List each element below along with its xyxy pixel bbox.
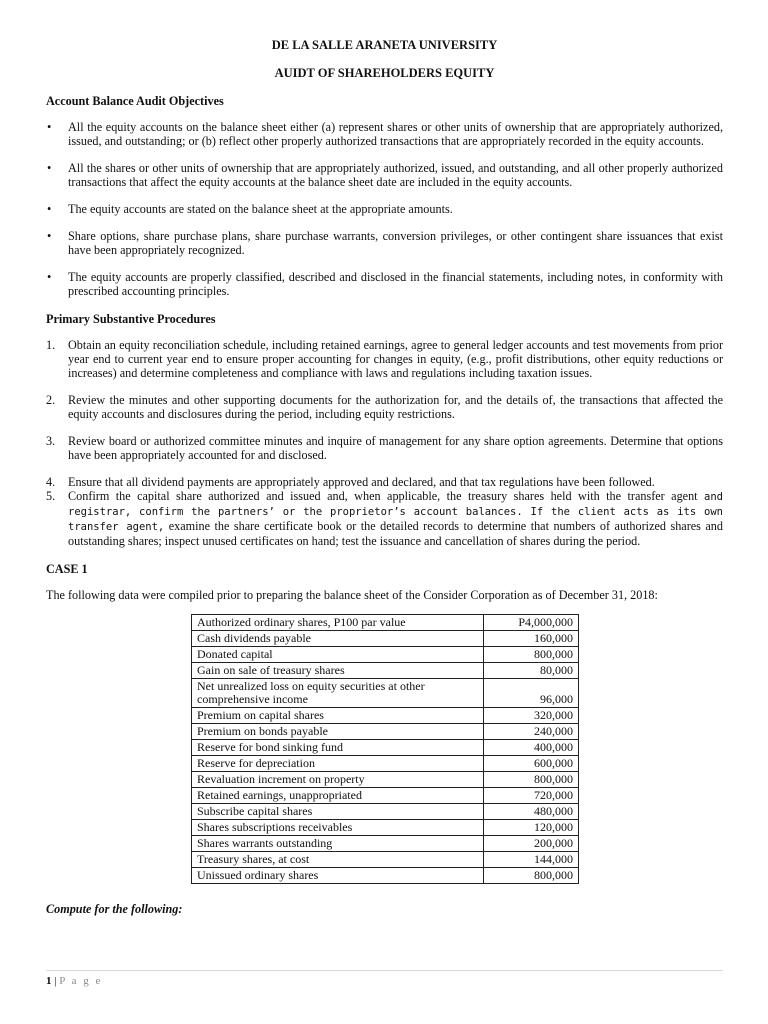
account-amount: 480,000 [483,804,578,820]
procedure-text-mixed-font: and registrar, confirm the partners’ or the proprietor’s account balances. If the client acts as its own transfer agent, [68,491,723,533]
account-amount: 600,000 [483,756,578,772]
account-amount: 120,000 [483,820,578,836]
table-row [192,647,579,663]
bullet-icon: • [47,229,52,243]
table-row [192,788,579,804]
item-number: 4. [46,475,56,489]
account-label: Premium on bonds payable [192,724,484,740]
account-label: Shares subscriptions receivables [192,820,484,836]
document-page [46,38,723,928]
objectives-heading: Account Balance Audit Objectives [46,94,224,108]
account-amount: 96,000 [483,679,578,708]
account-amount: 160,000 [483,631,578,647]
table-row [192,756,579,772]
account-amount: 720,000 [483,788,578,804]
list-item [46,202,723,216]
procedure-text: Ensure that all dividend payments are appropriately approved and declared, and that tax regulations have been followed. [68,475,655,489]
table-row [192,836,579,852]
table-row [192,708,579,724]
procedures-heading: Primary Substantive Procedures [46,312,216,326]
account-amount: 320,000 [483,708,578,724]
list-item [46,270,723,298]
account-label: Unissued ordinary shares [192,868,484,884]
table-row [192,772,579,788]
account-amount: 80,000 [483,663,578,679]
item-number: 3. [46,434,56,448]
bullet-icon: • [47,161,52,175]
item-number: 5. [46,489,56,503]
account-label: Revaluation increment on property [192,772,484,788]
objectives-list [46,120,723,298]
procedures-list [46,338,723,548]
list-item [46,434,723,462]
list-item [46,161,723,189]
page-separator: | [51,975,60,987]
table-row [192,724,579,740]
account-amount: 240,000 [483,724,578,740]
case-intro: The following data were compiled prior to preparing the balance sheet of the Consider Corporation as of December 31, 2018: [46,588,658,602]
page-footer [46,970,723,988]
account-label: Premium on capital shares [192,708,484,724]
case-data-table [191,614,579,884]
list-item [46,338,723,380]
procedure-text: Review board or authorized committee minutes and inquire of management for any share option agreements. Determine that options have been appropriately accounted for and disclosed. [68,434,723,462]
objective-text: The equity accounts are properly classified, described and disclosed in the financial statements, including notes, in conformity with prescribed accounting principles. [68,270,723,298]
page-number: 1 [46,975,52,987]
table-row [192,804,579,820]
account-label: Subscribe capital shares [192,804,484,820]
account-label: Treasury shares, at cost [192,852,484,868]
account-label: Retained earnings, unappropriated [192,788,484,804]
table-row [192,740,579,756]
bullet-icon: • [47,202,52,216]
document-subtitle: AUIDT OF SHAREHOLDERS EQUITY [274,66,495,80]
university-title: DE LA SALLE ARANETA UNIVERSITY [271,38,498,52]
account-label: Cash dividends payable [192,631,484,647]
table-row [192,631,579,647]
page-word: P a g e [59,975,103,987]
procedure-text: Review the minutes and other supporting documents for the authorization for, and the details of, the transactions that affected the equity accounts and disclosures during the period, including equity restrictions. [68,393,723,421]
objective-text: The equity accounts are stated on the balance sheet at the appropriate amounts. [68,202,453,216]
compute-instruction: Compute for the following: [46,902,183,916]
table-row [192,852,579,868]
account-amount: 400,000 [483,740,578,756]
account-label: Net unrealized loss on equity securities at other comprehensive income [192,679,484,708]
account-amount: 200,000 [483,836,578,852]
table-row [192,663,579,679]
objective-text: All the equity accounts on the balance sheet either (a) represent shares or other units of ownership that are appropriately authorized, issued, and outstanding; or (b) reflect other properly authorized transactions that are appropriately recorded in the equity accounts. [68,120,723,148]
account-label: Reserve for depreciation [192,756,484,772]
list-item [46,229,723,257]
table-row [192,679,579,708]
bullet-icon: • [47,270,52,284]
table-row [192,615,579,631]
item-number: 1. [46,338,56,352]
account-amount: 800,000 [483,772,578,788]
account-label: Reserve for bond sinking fund [192,740,484,756]
account-amount: 800,000 [483,868,578,884]
account-label: Gain on sale of treasury shares [192,663,484,679]
objective-text: All the shares or other units of ownership that are appropriately authorized, issued, and outstanding, and all other properly authorized transactions that affect the equity accounts at the balance sheet date are included in the equity accounts. [68,161,723,189]
list-item [46,475,723,489]
item-number: 2. [46,393,56,407]
list-item [46,489,723,548]
bullet-icon: • [47,120,52,134]
account-label: Shares warrants outstanding [192,836,484,852]
account-amount: 800,000 [483,647,578,663]
list-item [46,393,723,421]
table-row [192,820,579,836]
account-amount: P4,000,000 [483,615,578,631]
table-row [192,868,579,884]
objective-text: Share options, share purchase plans, share purchase warrants, conversion privileges, or other contingent share issuances that exist have been appropriately recognized. [68,229,723,257]
list-item [46,120,723,148]
case-heading: CASE 1 [46,562,88,576]
procedure-text: Confirm the capital share authorized and issued and, when applicable, the treasury shares held with the transfer agent [68,489,705,503]
account-label: Authorized ordinary shares, P100 par value [192,615,484,631]
procedure-text: examine the share certificate book or the detailed records to determine that numbers of authorized shares and outstanding shares; inspect unused certificates on hand; test the issuance and cancellation of shares during the period. [68,519,723,548]
account-amount: 144,000 [483,852,578,868]
account-label: Donated capital [192,647,484,663]
procedure-text: Obtain an equity reconciliation schedule, including retained earnings, agree to general ledger accounts and test movements from prior year end to current year end to ensure proper accounting for changes in equity, (e.g., profit distributions, other equity reductions or increases) and determine completeness and compliance with laws and regulations including taxation issues. [68,338,723,380]
